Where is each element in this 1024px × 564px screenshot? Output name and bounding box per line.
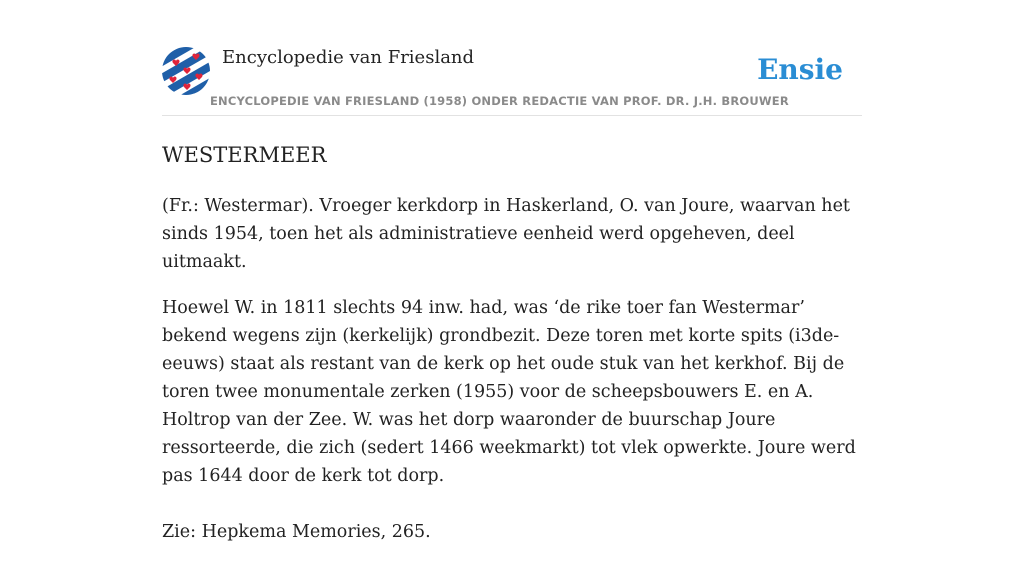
article-paragraph: (Fr.: Westermar). Vroeger kerkdorp in Haskerland, O. van Joure, waarvan het sinds 1954, toen het als administratieve eenheid werd opgeheven, deel uitmaakt.	[162, 196, 850, 272]
header-divider	[162, 115, 862, 116]
encyclopedia-subtitle: ENCYCLOPEDIE VAN FRIESLAND (1958) ONDER REDACTIE VAN PROF. DR. J.H. BROUWER	[210, 94, 789, 108]
brand-logo-text[interactable]: Ensie	[757, 53, 843, 86]
article-paragraph: Hoewel W. in 1811 slechts 94 inw. had, was ‘de rike toer fan Westermar’ bekend wegens zijn (kerkelijk) grondbezit. Deze toren met korte spits (i3de-eeuws) staat als restant van de kerk op het oude stuk van het kerkhof. Bij de toren twee monumentale zerken (1955) voor de scheepsbouwers E. en A. Holtrop van der Zee. W. was het dorp waaronder de buurschap Joure ressorteerde, die zich (sedert 1466 weekmarkt) tot vlek opwerkte. Joure werd pas 1644 door de kerk tot dorp.	[162, 298, 856, 486]
article-title: WESTERMEER	[162, 143, 327, 167]
friesland-flag-icon[interactable]	[162, 47, 210, 95]
article-reference: Zie: Hepkema Memories, 265.	[162, 522, 431, 542]
article-body	[162, 192, 867, 564]
site-title[interactable]: Encyclopedie van Friesland	[222, 47, 475, 68]
